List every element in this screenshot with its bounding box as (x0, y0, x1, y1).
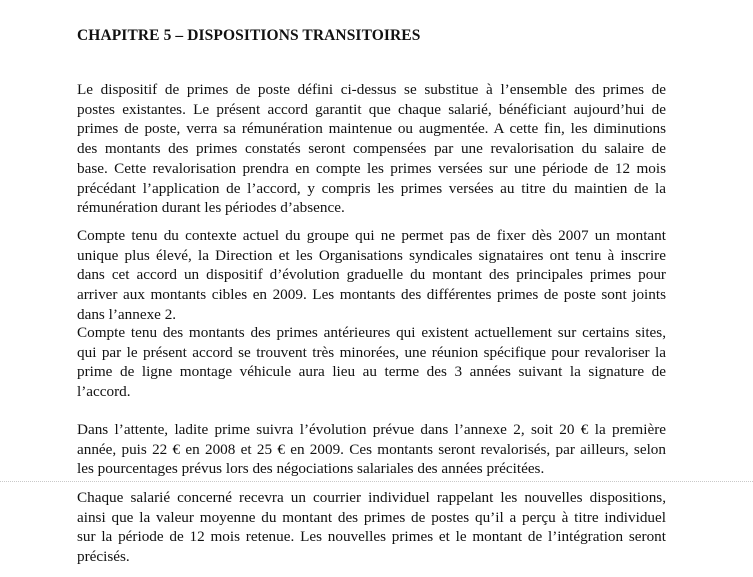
paragraph-line: dans l’annexe 2. (77, 305, 177, 323)
paragraph-line: année, puis 22 € en 2008 et 25 € en 2009. Ces montants seront revalorisés, par ailleurs, selon (77, 440, 666, 458)
paragraph-line: postes existantes. Le présent accord garantit que chaque salarié, bénéficiant aujourd’hui de (77, 100, 666, 118)
paragraph-line: dans cet accord un dispositif d’évolution graduelle du montant des principales primes pour (77, 266, 666, 284)
paragraph-line: précédant l’application de l’accord, y compris les primes versées au titre du maintien de la (77, 179, 666, 197)
paragraph-line: ainsi que la valeur moyenne du montant des primes de postes qu’il a perçu à titre individuel (77, 508, 666, 526)
paragraph-line: arriver aux montants cibles en 2009. Les montants des différentes primes de poste sont joints (77, 286, 666, 304)
paragraph-primes-substitution (77, 80, 666, 218)
paragraph-courrier-individuel (77, 488, 666, 567)
paragraph-line: prime de ligne montage véhicule aura lieu au terme des 3 années suivant la signature de (77, 363, 666, 381)
paragraph-line: Compte tenu du contexte actuel du groupe qui ne permet pas de fixer dès 2007 un montant (77, 227, 666, 244)
paragraph-line: base. Cette revalorisation prendra en compte les primes versées sur une période de 12 mois (77, 159, 666, 177)
paragraph-line: Chaque salarié concerné recevra un courrier individuel rappelant les nouvelles dispositions, (77, 489, 666, 506)
paragraph-montants-annexe (77, 420, 666, 479)
paragraph-reunion-specifique (77, 323, 666, 402)
paragraph-line: Compte tenu des montants des primes antérieures qui existent actuellement sur certains sites, (77, 324, 666, 341)
chapter-heading: CHAPITRE 5 – DISPOSITIONS TRANSITOIRES (77, 27, 421, 44)
paragraph-line: des montants des primes constatés seront compensées par une revalorisation du salaire de (77, 140, 666, 158)
paragraph-line: qui par le présent accord se trouvent très minorées, une réunion spécifique pour revaloriser la (77, 343, 666, 361)
paragraph-line: précisés. (77, 548, 130, 566)
paragraph-line: les pourcentages prévus lors des négociations salariales des années précitées. (77, 460, 545, 478)
paragraph-line: primes de poste, verra sa rémunération maintenue ou augmentée. A cette fin, les diminutions (77, 120, 666, 138)
paragraph-line: Dans l’attente, ladite prime suivra l’évolution prévue dans l’annexe 2, soit 20 € la première (77, 421, 666, 438)
page-fold-line (0, 481, 753, 482)
paragraph-line: rémunération durant les périodes d’absence. (77, 199, 345, 217)
paragraph-line: l’accord. (77, 383, 131, 401)
paragraph-line: sur la période de 12 mois retenue. Les nouvelles primes et le montant de l’intégration seront (77, 528, 666, 546)
paragraph-graduelle-evolution (77, 226, 666, 325)
paragraph-line: Le dispositif de primes de poste défini ci-dessus se substitue à l’ensemble des primes de (77, 81, 666, 98)
paragraph-line: unique plus élevé, la Direction et les Organisations syndicales signataires ont tenu à inscrire (77, 246, 666, 264)
